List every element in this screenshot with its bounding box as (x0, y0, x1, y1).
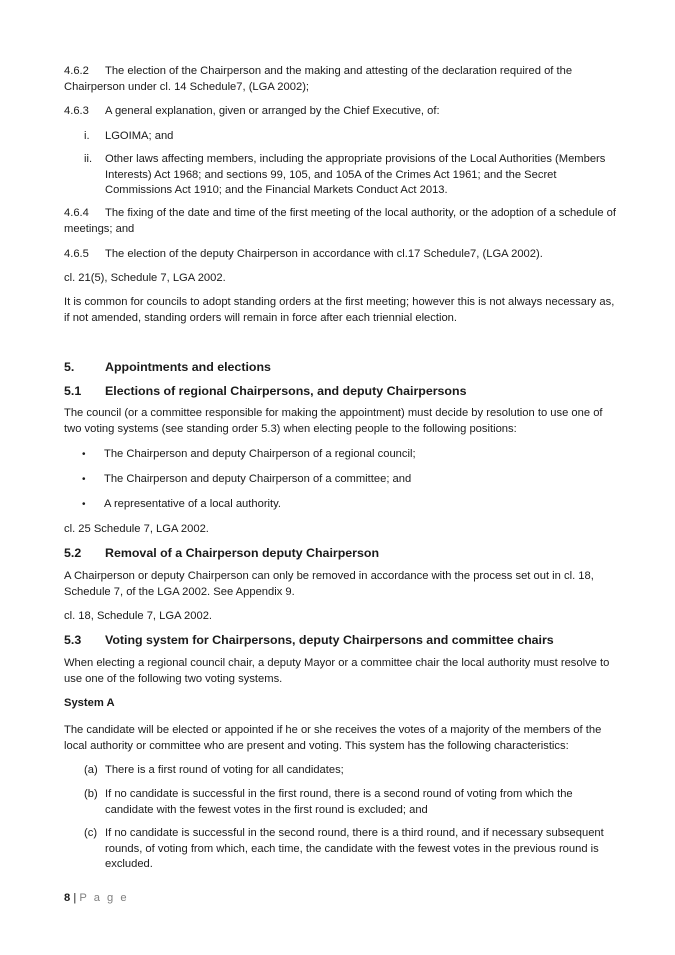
bullet-item (82, 447, 612, 463)
section-number: 5.3 (64, 633, 82, 647)
list-text: Other laws affecting members, including the appropriate provisions of the Local Authorities (Members Interests) Act 1968; and sections 99, 105, and 105A of the Crimes Act 1961; and the Secret Commissions Act 1910; and the Financial Markets Conduct Act 2013. (105, 153, 606, 197)
section-title: Elections of regional Chairpersons, and deputy Chairpersons (105, 384, 467, 398)
bullet-item (82, 497, 612, 513)
alpha-list-item (84, 763, 614, 779)
bullet-item (82, 472, 612, 488)
reference-note: cl. 21(5), Schedule 7, LGA 2002. (64, 272, 226, 284)
bullet-icon: • (82, 449, 86, 460)
clause-number: 4.6.4 (64, 207, 89, 219)
reference-note: cl. 25 Schedule 7, LGA 2002. (64, 523, 209, 535)
clause-text: The election of the deputy Chairperson in accordance with cl.17 Schedule7, (LGA 2002). (105, 248, 543, 260)
reference-note: cl. 18, Schedule 7, LGA 2002. (64, 610, 213, 622)
list-index: (b) (84, 788, 98, 800)
bullet-text: The Chairperson and deputy Chairperson of a regional council; (104, 448, 416, 460)
clause-text: A general explanation, given or arranged by the Chief Executive, of: (105, 105, 440, 117)
section-title: Removal of a Chairperson deputy Chairperson (105, 546, 380, 560)
section-title: Appointments and elections (105, 360, 271, 374)
page-footer (64, 891, 129, 907)
clause-number: 4.6.3 (64, 105, 89, 117)
clause-4-6-4 (64, 206, 616, 237)
page-number: 8 (64, 892, 71, 904)
paragraph: It is common for councils to adopt standing orders at the first meeting; however this is not always necessary as, if not amended, standing orders will remain in force after each triennial election. (64, 296, 615, 324)
subheading-system-a: System A (64, 697, 115, 709)
clause-4-6-3 (64, 104, 616, 120)
bullet-icon: • (82, 474, 86, 485)
list-index: ii. (84, 153, 93, 165)
alpha-list-item (84, 826, 614, 873)
section-number: 5. (64, 360, 75, 374)
list-index: (c) (84, 827, 98, 839)
list-text: If no candidate is successful in the second round, there is a third round, and if necessary subsequent rounds, of voting from which, each time, the candidate with the fewest votes in the previous round is excluded. (105, 827, 604, 871)
paragraph: The council (or a committee responsible for making the appointment) must decide by resolution to use one of two voting systems (see standing order 5.3) when electing people to the following positions: (64, 407, 603, 435)
clause-number: 4.6.5 (64, 248, 89, 260)
clause-text: The election of the Chairperson and the making and attesting of the declaration required of the Chairperson under cl. 14 Schedule7, (LGA 2002); (64, 65, 573, 93)
bullet-text: The Chairperson and deputy Chairperson of a committee; and (104, 473, 412, 485)
list-text: LGOIMA; and (105, 130, 174, 142)
paragraph: The candidate will be elected or appointed if he or she receives the votes of a majority of the members of the local authority or committee who are present and voting. This system has the following characteristics: (64, 724, 602, 752)
clause-4-6-5 (64, 247, 616, 263)
list-index: (a) (84, 764, 98, 776)
alpha-list-item (84, 787, 614, 818)
section-number: 5.2 (64, 546, 82, 560)
section-heading-5-3 (64, 633, 616, 649)
bullet-icon: • (82, 499, 86, 510)
list-index: i. (84, 130, 90, 142)
paragraph: When electing a regional council chair, a deputy Mayor or a committee chair the local authority must resolve to use one of the following two voting systems. (64, 657, 610, 685)
section-title: Voting system for Chairpersons, deputy Chairpersons and committee chairs (105, 633, 554, 647)
section-heading-5-2 (64, 546, 616, 562)
page-word: P a g e (79, 892, 129, 904)
clause-number: 4.6.2 (64, 65, 89, 77)
footer-separator: | (70, 892, 80, 904)
bullet-text: A representative of a local authority. (104, 498, 282, 510)
list-text: If no candidate is successful in the first round, there is a second round of voting from which the candidate with the fewest votes in the first round is excluded; and (105, 788, 573, 816)
roman-list-item (84, 129, 614, 145)
roman-list-item (84, 152, 614, 199)
section-number: 5.1 (64, 384, 82, 398)
clause-text: The fixing of the date and time of the first meeting of the local authority, or the adoption of a schedule of meetings; and (64, 207, 616, 235)
section-heading-5-1 (64, 384, 616, 400)
paragraph: A Chairperson or deputy Chairperson can only be removed in accordance with the process set out in cl. 18, Schedule 7, of the LGA 2002. See Appendix 9. (64, 570, 594, 598)
clause-4-6-2 (64, 64, 616, 95)
list-text: There is a first round of voting for all candidates; (105, 764, 344, 776)
section-heading-5 (64, 360, 616, 376)
